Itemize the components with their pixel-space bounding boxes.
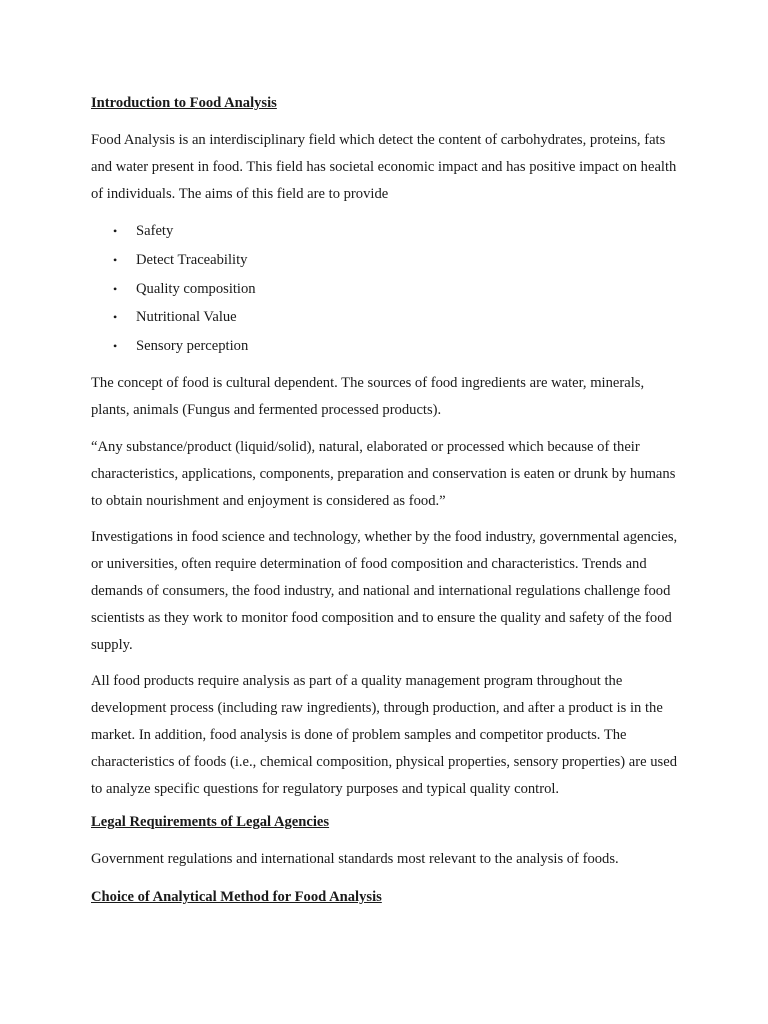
aims-list (91, 217, 681, 360)
paragraph-investigations: Investigations in food science and technology, whether by the food industry, governmental agencies, or universities, often require determination of food composition and characteristics. Trends and demands of consumers, the food industry, and national and international regulations challenge food scientists as they work to monitor food composition and to ensure the quality and safety of the food supply. (91, 529, 678, 653)
paragraph-legal: Government regulations and international standards most relevant to the analysis of foods. (91, 851, 619, 868)
bullet-icon: • (113, 252, 118, 267)
bullet-icon: • (113, 338, 118, 353)
paragraph-concept: The concept of food is cultural dependent. The sources of food ingredients are water, minerals, plants, animals (Fungus and fermented processed products). (91, 375, 645, 419)
paragraph-introduction: Food Analysis is an interdisciplinary field which detect the content of carbohydrates, proteins, fats and water present in food. This field has societal economic impact and has positive impact on health of individuals. The aims of this field are to provide (91, 132, 677, 202)
list-item-text: Sensory perception (136, 337, 249, 354)
list-item (91, 217, 681, 246)
document-body (91, 93, 681, 907)
list-item-text: Detect Traceability (136, 251, 248, 268)
list-item (91, 275, 681, 304)
bullet-icon: • (113, 224, 118, 239)
paragraph-food-products: All food products require analysis as part of a quality management program throughout the development process (including raw ingredients), through production, and after a product is in the market. In addition, food analysis is done of problem samples and competitor products. The characteristics of foods (i.e., chemical composition, physical properties, sensory properties) are used to analyze specific questions for regulatory purposes and typical quality control. (91, 673, 677, 797)
bullet-icon: • (113, 281, 118, 296)
heading-analytical-method: Choice of Analytical Method for Food Analysis (91, 889, 382, 906)
list-item-text: Quality composition (136, 280, 256, 297)
list-item-text: Nutritional Value (136, 309, 237, 326)
heading-introduction: Introduction to Food Analysis (91, 95, 277, 111)
paragraph-quote: “Any substance/product (liquid/solid), natural, elaborated or processed which because of their characteristics, applications, components, preparation and conservation is eaten or drunk by humans to obtain nourishment and enjoyment is considered as food.” (91, 438, 676, 509)
list-item (91, 303, 681, 332)
list-item (91, 246, 681, 275)
heading-legal-requirements: Legal Requirements of Legal Agencies (91, 814, 330, 831)
bullet-icon: • (113, 310, 118, 325)
list-item-text: Safety (136, 223, 174, 240)
list-item (91, 332, 681, 361)
